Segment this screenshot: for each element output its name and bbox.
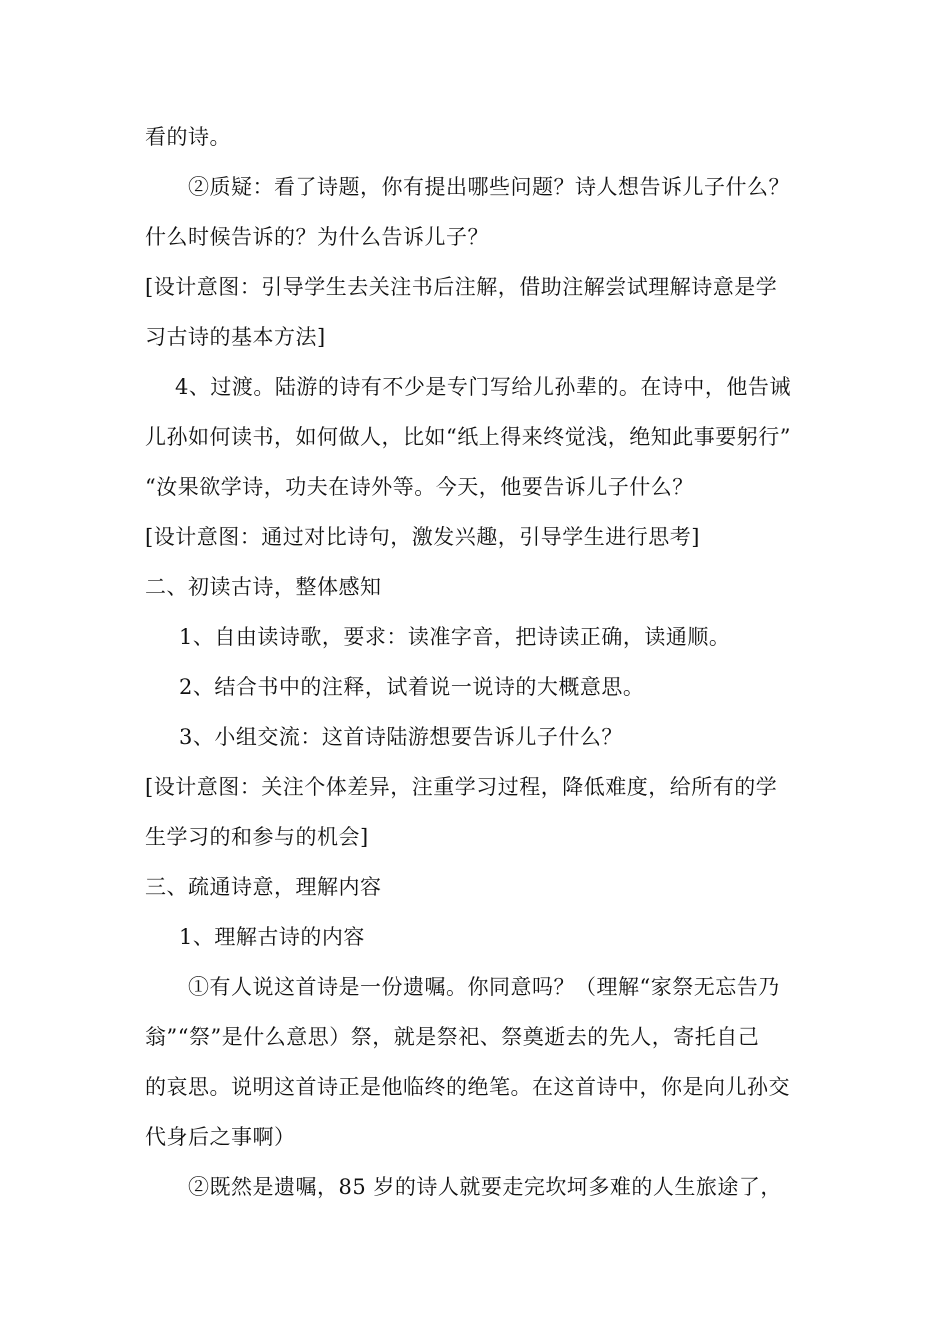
text-line: 生学习的和参与的机会]: [145, 825, 369, 849]
text-line: 什么时候告诉的？为什么告诉儿子？: [145, 225, 489, 249]
text-line: 代身后之事啊）: [145, 1125, 296, 1149]
design-intent-note: [设计意图：通过对比诗句，激发兴趣，引导学生进行思考]: [145, 525, 700, 549]
design-intent-note: [设计意图：关注个体差异，注重学习过程，降低难度，给所有的学: [145, 775, 778, 799]
text-line: ①有人说这首诗是一份遗嘱。你同意吗？（理解“家祭无忘告乃: [188, 975, 780, 999]
text-line: 的哀思。说明这首诗正是他临终的绝笔。在这首诗中，你是向儿孙交: [145, 1075, 790, 1099]
text-line: ②质疑：看了诗题，你有提出哪些问题？诗人想告诉儿子什么？: [188, 175, 790, 199]
text-line: 看的诗。: [145, 125, 231, 149]
list-item: 3、小组交流：这首诗陆游想要告诉儿子什么？: [179, 725, 623, 749]
text-line: “汝果欲学诗，功夫在诗外等。今天，他要告诉儿子什么？: [145, 475, 694, 499]
list-item: 1、自由读诗歌，要求：读准字音，把诗读正确，读通顺。: [179, 625, 731, 649]
text-line: 翁”“祭”是什么意思）祭，就是祭祀、祭奠逝去的先人，寄托自己: [145, 1025, 760, 1049]
list-item: 2、结合书中的注释，试着说一说诗的大概意思。: [179, 675, 645, 699]
document-body: [145, 112, 810, 1212]
section-heading: 三、疏通诗意，理解内容: [145, 875, 382, 899]
text-line: 习古诗的基本方法]: [145, 325, 326, 349]
text-line: 儿孙如何读书，如何做人，比如“纸上得来终觉浅，绝知此事要躬行”: [145, 425, 791, 449]
section-heading: 二、初读古诗，整体感知: [145, 575, 382, 599]
list-item: 1、理解古诗的内容: [179, 925, 365, 949]
design-intent-note: [设计意图：引导学生去关注书后注解，借助注解尝试理解诗意是学: [145, 275, 778, 299]
text-line: ②既然是遗嘱，85 岁的诗人就要走完坎坷多难的人生旅途了，: [188, 1175, 782, 1199]
text-line: 4、过渡。陆游的诗有不少是专门写给儿孙辈的。在诗中，他告诫: [175, 375, 791, 399]
